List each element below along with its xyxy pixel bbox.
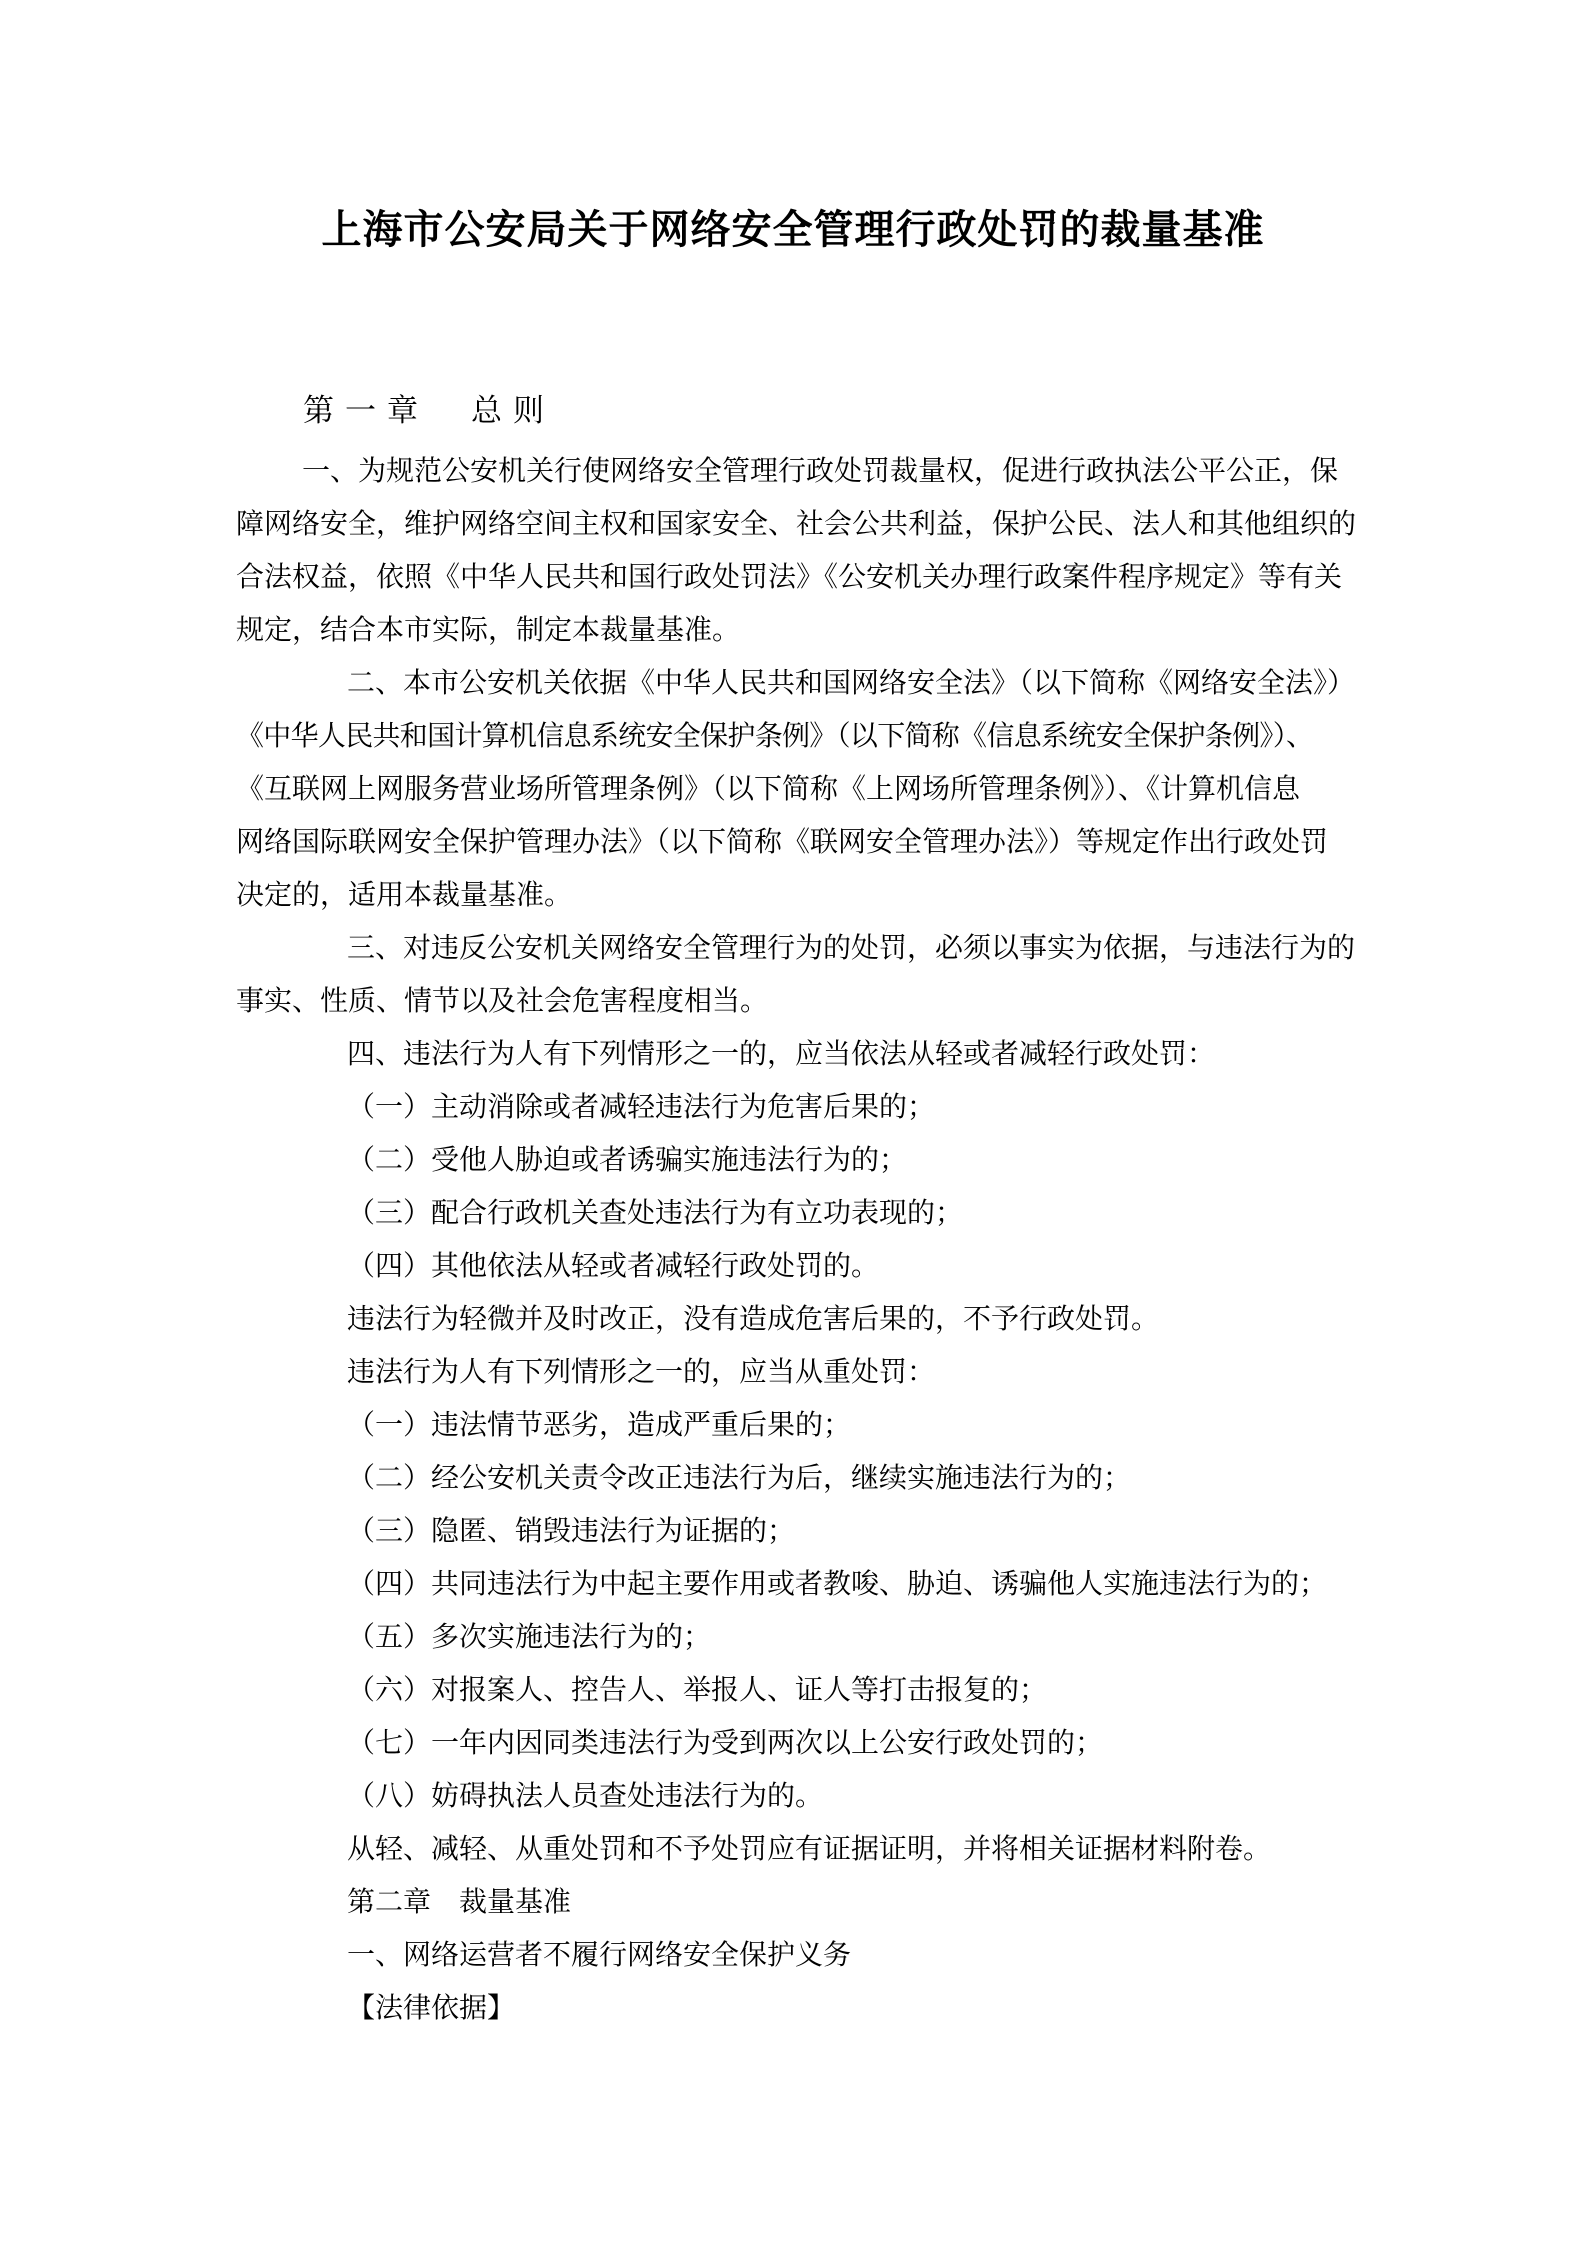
document-body [236,445,1358,2035]
document-title: 上海市公安局关于网络安全管理行政处罚的裁量基准 [321,207,1265,252]
legal-basis-label: 【法律依据】 [347,1993,516,2024]
document-line: 合法权益，依照《中华人民共和国行政处罚法》《公安机关办理行政案件程序规定》等有关 [236,562,1343,593]
document-line: 从轻、减轻、从重处罚和不予处罚应有证据证明，并将相关证据材料附卷。 [347,1834,1272,1865]
chapter-2-heading: 第二章 裁量基准 [347,1887,572,1918]
list-item: （三）隐匿、销毁违法行为证据的； [347,1516,796,1547]
document-line: 《互联网上网服务营业场所管理条例》（以下简称《上网场所管理条例》）、《计算机信息 [236,774,1301,805]
list-item: （一）违法情节恶劣，造成严重后果的； [347,1410,852,1441]
list-item: （二）经公安机关责令改正违法行为后，继续实施违法行为的； [347,1463,1132,1494]
list-item: （四）其他依法从轻或者减轻行政处罚的。 [347,1251,880,1282]
document-line: 网络国际联网安全保护管理办法》（以下简称《联网安全管理办法》）等规定作出行政处罚 [236,827,1329,858]
document-line: 规定，结合本市实际，制定本裁量基准。 [236,615,741,646]
list-item: （三）配合行政机关查处违法行为有立功表现的； [347,1198,964,1229]
document-line: 障网络安全，维护网络空间主权和国家安全、社会公共利益，保护公民、法人和其他组织的 [236,509,1357,540]
list-item: （四）共同违法行为中起主要作用或者教唆、胁迫、诱骗他人实施违法行为的； [347,1569,1328,1600]
list-item: （八）妨碍执法人员查处违法行为的。 [347,1781,824,1812]
document-line: 违法行为轻微并及时改正，没有造成危害后果的，不予行政处罚。 [347,1304,1160,1335]
document-line: 三、对违反公安机关网络安全管理行为的处罚，必须以事实为依据，与违法行为的 [347,933,1356,964]
list-item: （一）主动消除或者减轻违法行为危害后果的； [347,1092,936,1123]
document-line: 一、为规范公安机关行使网络安全管理行政处罚裁量权，促进行政执法公平公正，保 [302,456,1339,487]
document-line: 决定的，适用本裁量基准。 [236,880,573,911]
chapter-1-heading: 第一章 总则 [303,393,555,428]
section-1-heading: 一、网络运营者不履行网络安全保护义务 [347,1940,852,1971]
list-item: （二）受他人胁迫或者诱骗实施违法行为的； [347,1145,908,1176]
document-line: 二、本市公安机关依据《中华人民共和国网络安全法》（以下简称《网络安全法》） [347,668,1356,699]
document-line: 违法行为人有下列情形之一的，应当从重处罚： [347,1357,936,1388]
document-line: 四、违法行为人有下列情形之一的，应当依法从轻或者减轻行政处罚： [347,1039,1216,1070]
document-line: 《中华人民共和国计算机信息系统安全保护条例》（以下简称《信息系统安全保护条例》）、 [236,721,1314,752]
list-item: （五）多次实施违法行为的； [347,1622,712,1653]
list-item: （六）对报案人、控告人、举报人、证人等打击报复的； [347,1675,1048,1706]
document-line: 事实、性质、情节以及社会危害程度相当。 [236,986,769,1017]
list-item: （七）一年内因同类违法行为受到两次以上公安行政处罚的； [347,1728,1104,1759]
